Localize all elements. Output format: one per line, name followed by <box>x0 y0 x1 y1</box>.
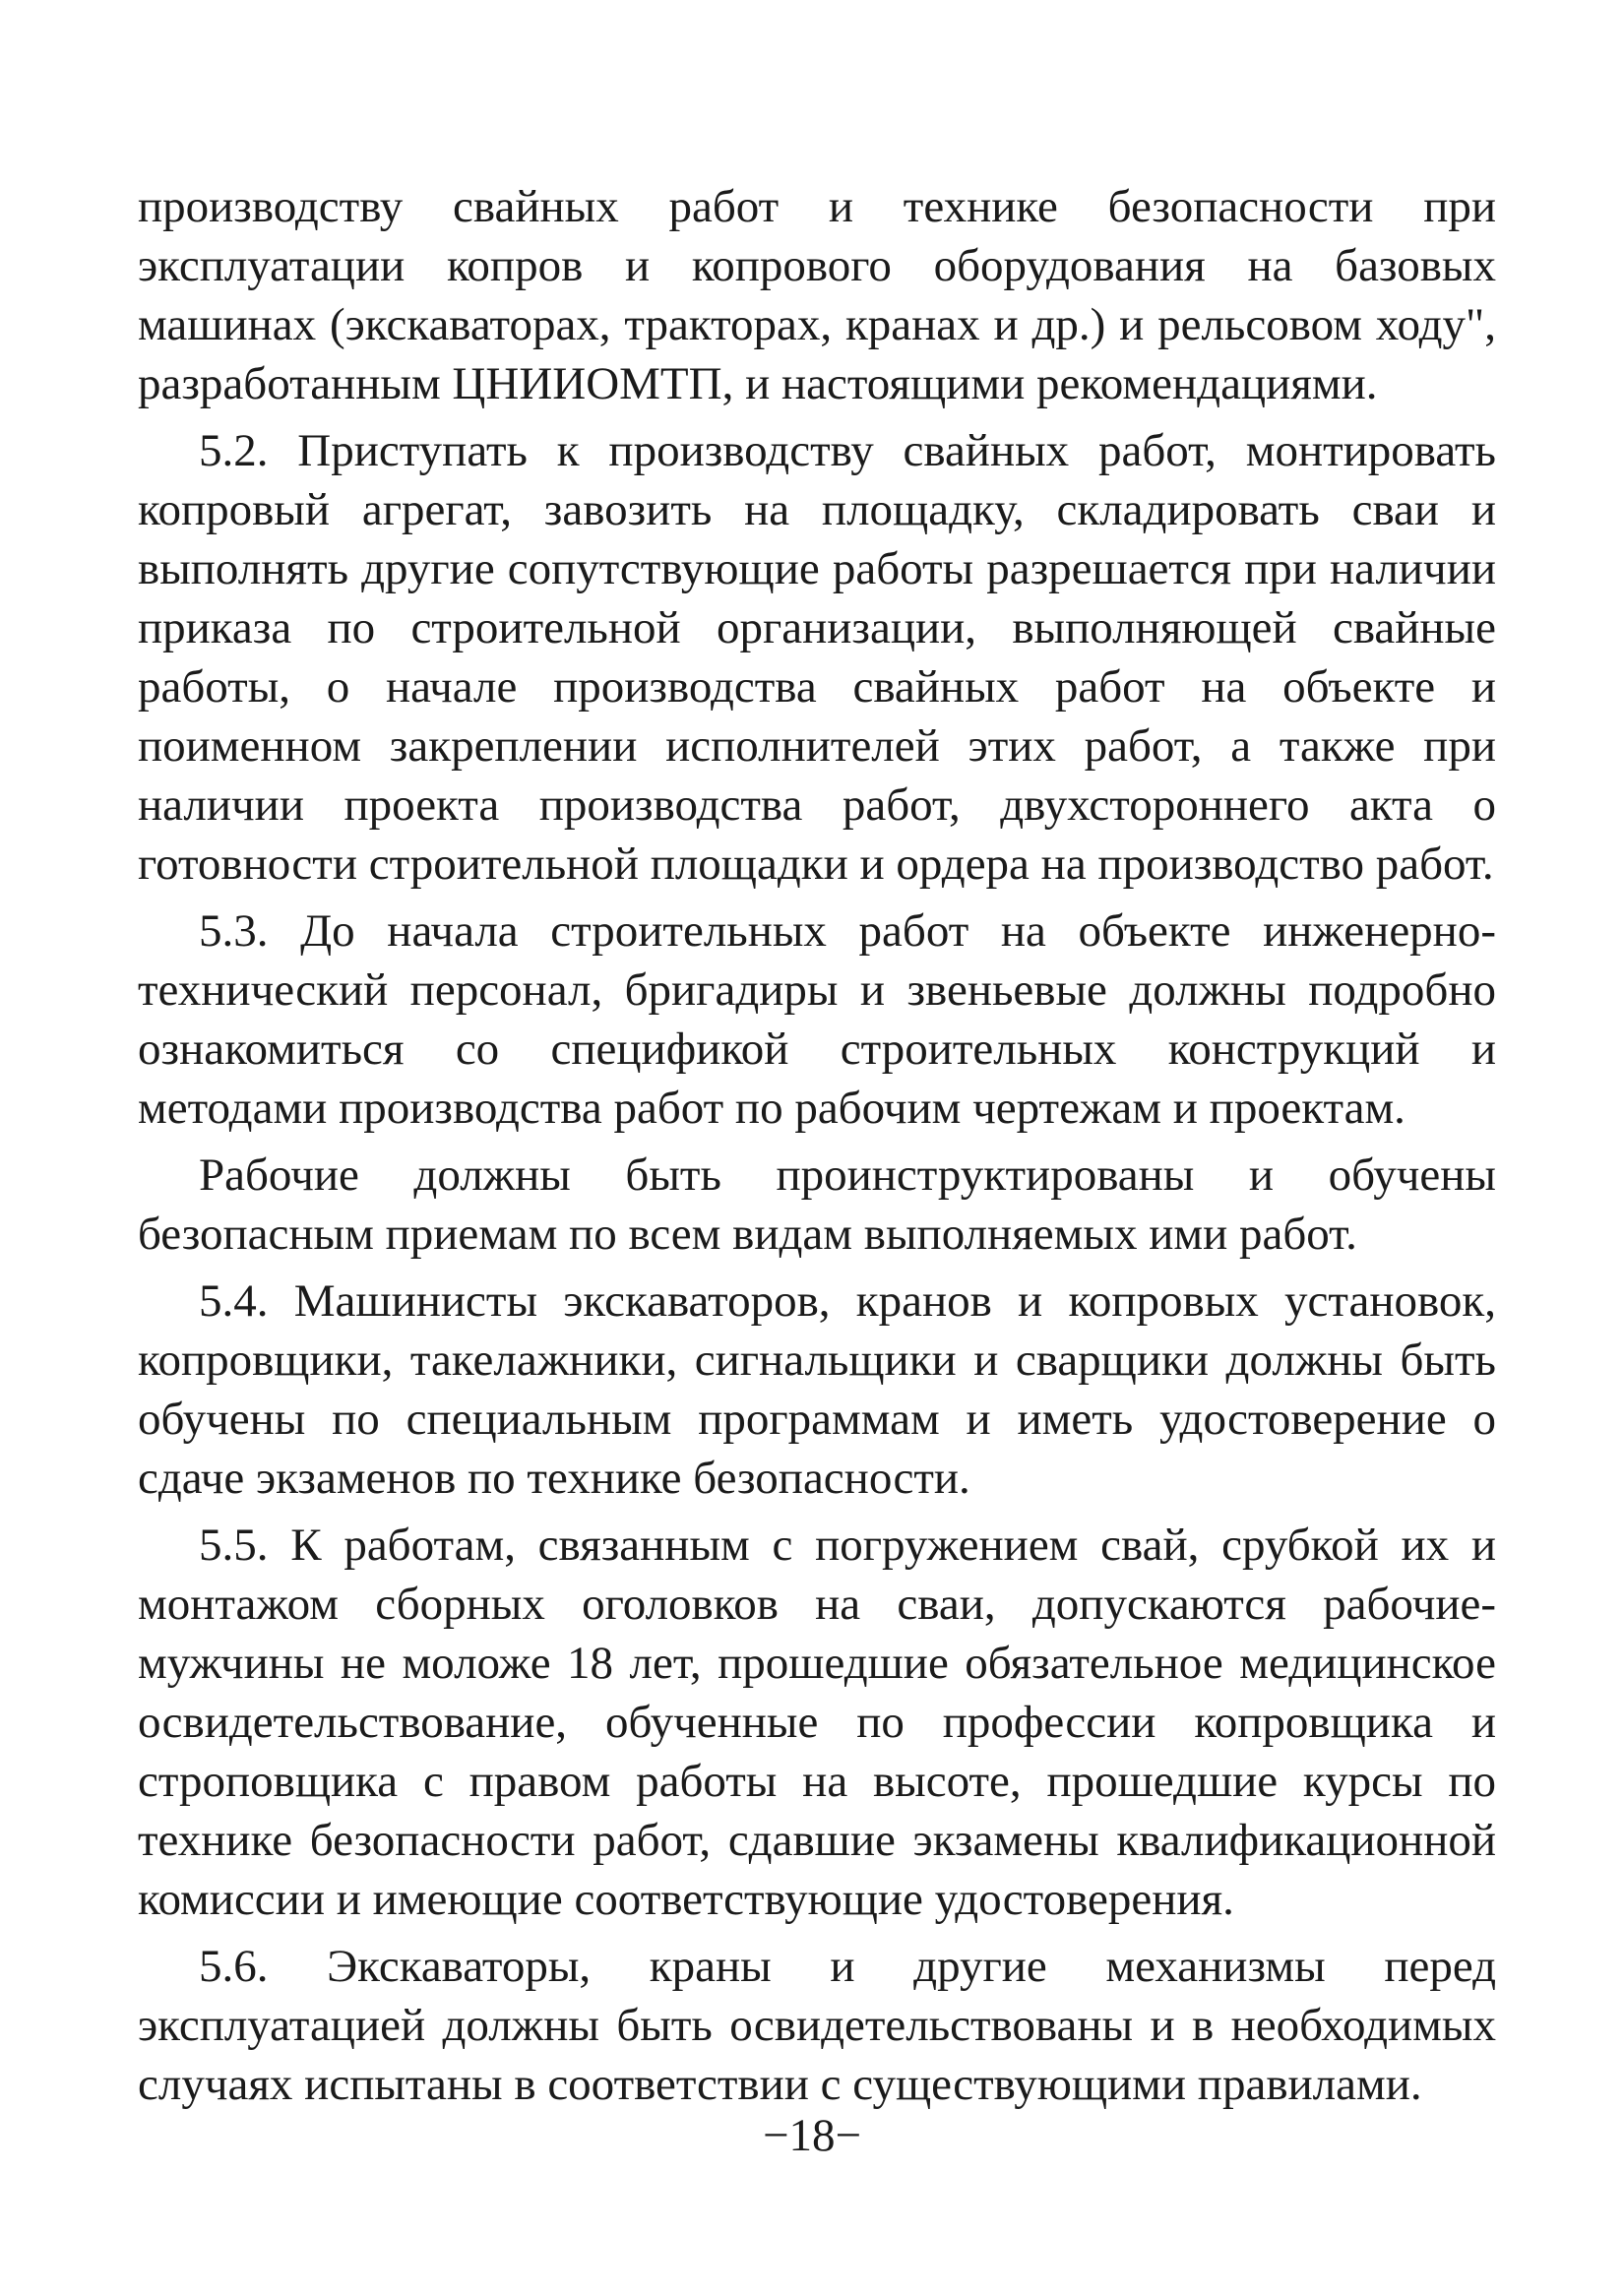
paragraph-5-6: 5.6. Экскаваторы, краны и другие механизмы перед эксплуатацией должны быть освидетельствованы и в необходимых случаях испытаны в соответствии с существующими правилами. <box>138 1941 1496 2110</box>
page-number: −18− <box>762 2110 861 2161</box>
paragraph-5-2: 5.2. Приступать к производству свайных работ, монтировать копровый агрегат, завозить на площадку, складировать сваи и выполнять другие сопутствующие работы разрешается при наличии приказа по строительной организации, выполняющей свайные работы, о начале производства свайных работ на объекте и поименном закреплении исполнителей этих работ, а также при наличии проекта производства работ, двухстороннего акта о готовности строительной площадки и ордера на производство работ. <box>138 425 1496 890</box>
page-body <box>138 177 1496 2122</box>
paragraph-workers-instruction: Рабочие должны быть проинструктированы и обучены безопасным приемам по всем видам выполняемых ими работ. <box>138 1149 1496 1260</box>
paragraph-continuation: производству свайных работ и технике безопасности при эксплуатации копров и копрового оборудования на базовых машинах (экскаваторах, тракторах, кранах и др.) и рельсовом ходу", разработанным ЦНИИОМТП, и настоящими рекомендациями. <box>138 181 1496 409</box>
paragraph-5-3: 5.3. До начала строительных работ на объекте инженерно-технический персонал, бригадиры и звеньевые должны подробно ознакомиться со спецификой строительных конструкций и методами производства работ по рабочим чертежам и проектам. <box>138 905 1496 1134</box>
paragraph-5-5: 5.5. К работам, связанным с погружением свай, срубкой их и монтажом сборных оголовков на сваи, допускаются рабочие-мужчины не моложе 18 лет, прошедшие обязательное медицинское освидетельствование, обученные по профессии копровщика и строповщика с правом работы на высоте, прошедшие курсы по технике безопасности работ, сдавшие экзамены квалификационной комиссии и имеющие соответствующие удостоверения. <box>138 1520 1496 1925</box>
paragraph-5-4: 5.4. Машинисты экскаваторов, кранов и копровых установок, копровщики, такелажники, сигнальщики и сварщики должны быть обучены по специальным программам и иметь удостоверение о сдаче экзаменов по технике безопасности. <box>138 1275 1496 1504</box>
